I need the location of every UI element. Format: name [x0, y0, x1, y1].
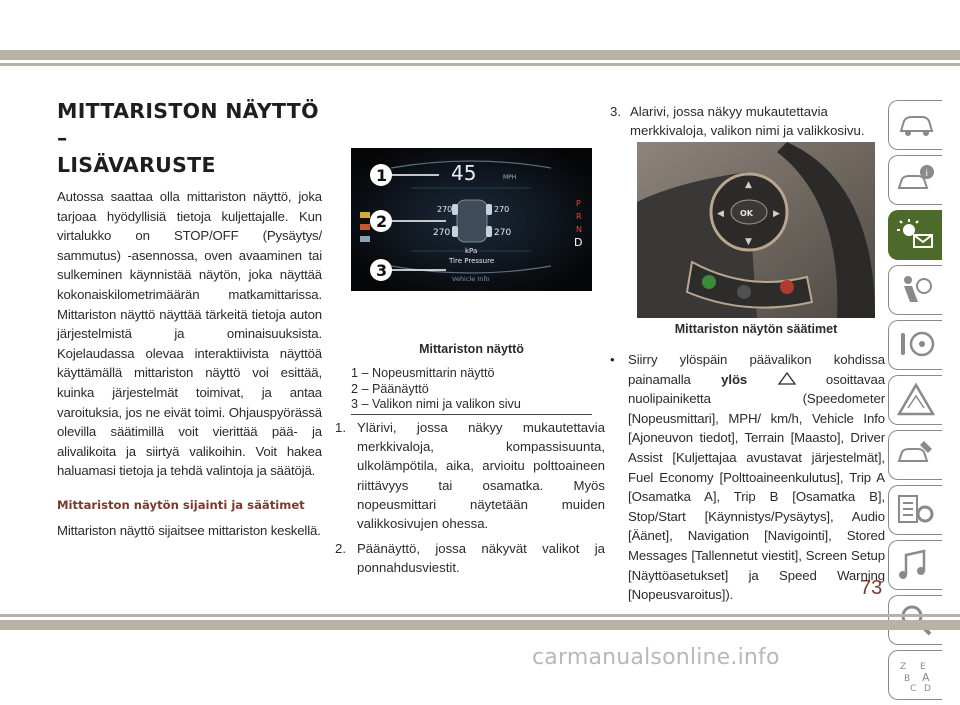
tire-icon	[452, 226, 458, 237]
list-item: 2. Päänäyttö, jossa näkyvät valikot ja ponnahdusviestit.	[335, 541, 605, 576]
tab-emergency[interactable]	[888, 375, 942, 425]
tab-multimedia[interactable]	[888, 540, 942, 590]
down-arrow-icon: ▼	[745, 237, 752, 247]
footer-rule	[0, 614, 960, 617]
car-info-icon	[896, 162, 936, 198]
callout-3-label: 3	[376, 261, 388, 280]
location-paragraph: Mittariston näyttö sijaitsee mittariston keskellä.	[57, 522, 321, 538]
cluster-display-image	[351, 148, 592, 291]
car-outline	[457, 200, 487, 242]
steering-controls-image	[637, 142, 875, 318]
warning-icon	[360, 224, 370, 230]
tab-instrument-cluster[interactable]	[888, 210, 942, 260]
tire-icon	[486, 204, 492, 215]
tab-technical-specs[interactable]	[888, 485, 942, 535]
header-rule	[0, 63, 960, 66]
watermark: carmanualsonline.info	[532, 645, 780, 670]
numbered-list	[335, 418, 605, 584]
steering-wheel-illustration	[637, 142, 875, 318]
voice-command-icon	[737, 285, 751, 299]
tire-pressure-rl: 270	[433, 228, 451, 238]
legend-item: 1 – Nopeusmittarin näyttö	[351, 366, 495, 380]
figure-caption: Mittariston näytön säätimet	[674, 322, 838, 336]
bullet-dot: •	[610, 352, 615, 367]
tab-index[interactable]	[888, 650, 942, 700]
alphabet-index-icon	[896, 657, 936, 693]
header-stripe	[0, 50, 960, 60]
up-keyword: ylös	[721, 371, 748, 387]
numbered-list-continued	[610, 102, 885, 140]
left-arrow-icon: ◀	[717, 209, 724, 219]
left-column	[57, 98, 322, 541]
screen-title: Tire Pressure	[449, 257, 495, 265]
tire-icon	[452, 204, 458, 215]
gear-n: N	[576, 225, 582, 234]
right-arrow-icon: ▶	[773, 209, 780, 219]
light-message-icon	[896, 217, 936, 253]
steering-wheel-icon	[896, 327, 936, 363]
warning-icon	[360, 236, 370, 242]
tire-unit: kPa	[465, 247, 478, 255]
svg-text:D: D	[923, 684, 931, 694]
car-service-icon	[896, 437, 936, 473]
tire-icon	[486, 226, 492, 237]
svg-text:Z: Z	[899, 662, 906, 672]
bullet-item: • Siirry ylöspäin päävalikon kohdissa painamalla ylös osoittavaa nuolipainiketta (Speedometer [Nopeusmittari], MPH/ km/h, Vehicle Info [Ajoneuvon tiedot], Terrain [Maasto], Driver Assist [Kuljettajaa avustavat järjestelmät], Fuel Economy [Polttoaineenkulutus], Trip A [Osamatka A], Trip B [Osamatka B], Stop/Start [Käynnistys/Pysäytys], Audio [Äänet], Navigation [Navigointi], Stored Messages [Tallennetut viestit], Screen Setup [Näyttöasetukset] ja Speed Warning [Nopeusvaroitus]).	[610, 350, 885, 605]
menu-hint: Vehicle Info	[452, 275, 490, 283]
callout-2-label: 2	[376, 212, 388, 231]
legend-item: 2 – Päänäyttö	[351, 381, 429, 396]
up-triangle-icon	[778, 372, 796, 385]
footer-stripe	[0, 620, 960, 630]
svg-text:i: i	[925, 169, 928, 179]
gear-p: P	[576, 199, 581, 208]
speed-readout: 45	[451, 161, 477, 185]
checklist-gear-icon	[896, 492, 936, 528]
list-item: 3. Alarivi, jossa näkyy mukautettavia merkkivaloja, valikon nimi ja valikkosivu.	[610, 104, 865, 139]
svg-text:B: B	[903, 674, 910, 684]
car-icon	[896, 107, 936, 143]
list-item: 1. Ylärivi, jossa näkyy mukautettavia merkkivaloja, kompassisuunta, ulkolämpötila, aika, arvioitu polttoaineen riittävyys tai osamatka. Myös nopeusmittari näytetään muiden valikkosivujen ohessa.	[335, 420, 605, 532]
page-top-margin	[0, 0, 960, 50]
section-heading: MITTARISTON NÄYTTÖ – LISÄVARUSTE	[57, 99, 319, 177]
figure-caption: Mittariston näyttö	[419, 342, 524, 356]
tab-servicing[interactable]	[888, 430, 942, 480]
callout-1-label: 1	[376, 166, 388, 185]
music-note-icon	[896, 547, 936, 583]
tire-pressure-fr: 270	[494, 205, 510, 214]
warning-triangle-icon	[896, 382, 936, 418]
cluster-display-illustration	[351, 148, 592, 291]
svg-text:E: E	[919, 662, 926, 672]
ok-label: OK	[740, 209, 753, 218]
tab-safety[interactable]	[888, 265, 942, 315]
intro-paragraph: Autossa saattaa olla mittariston näyttö, joka tarjoaa hyödyllisiä tietoja kuljettajalle. Kun virtalukko on STOP/OFF (Pysäytys/ sammutus) -asennossa, oven avaaminen tai sulkeminen käynnistää näytön, joka näyttää kokonaiskilometrimäärän matkamittarissa. Mittariston näyttö näyttää tärkeitä tietoja auton järjestelmistä ja ominaisuuksista. Kojelaudassa olevaa interaktiivista näyttöä käyttämällä mittariston näyttö voi esittää, kuinka järjestelmät toimivat, ja antaa varoituksia, jos ne eivät toimi. Ohjauspyörässä olevilla säätimillä voit vierittää pää- ja alivalikoita ja siirtyä valikoihin. Voit hakea haluamasi tietoja ja tehdä valintoja ja säätöjä.	[57, 189, 322, 479]
tab-starting-driving[interactable]	[888, 320, 942, 370]
gear-r: R	[576, 212, 582, 221]
tire-pressure-fl: 270	[437, 205, 453, 214]
tab-vehicle-info[interactable]	[888, 155, 942, 205]
svg-text:C: C	[909, 684, 916, 694]
legend-rule	[351, 414, 592, 415]
tire-pressure-rr: 270	[494, 228, 512, 238]
airbag-icon	[896, 272, 936, 308]
warning-icon	[360, 212, 370, 218]
figure-legend	[351, 366, 592, 413]
svg-text:A: A	[921, 671, 930, 684]
subheading: Mittariston näytön sijainti ja säätimet	[57, 497, 305, 512]
legend-item: 3 – Valikon nimi ja valikon sivu	[351, 397, 521, 411]
speed-unit: MPH	[503, 174, 517, 181]
gear-d: D	[574, 236, 583, 249]
up-arrow-icon: ▲	[745, 180, 752, 190]
phone-hangup-icon	[780, 280, 794, 294]
tab-vehicle-intro[interactable]	[888, 100, 942, 150]
page-number: 73	[860, 577, 883, 599]
phone-answer-icon	[702, 275, 716, 289]
